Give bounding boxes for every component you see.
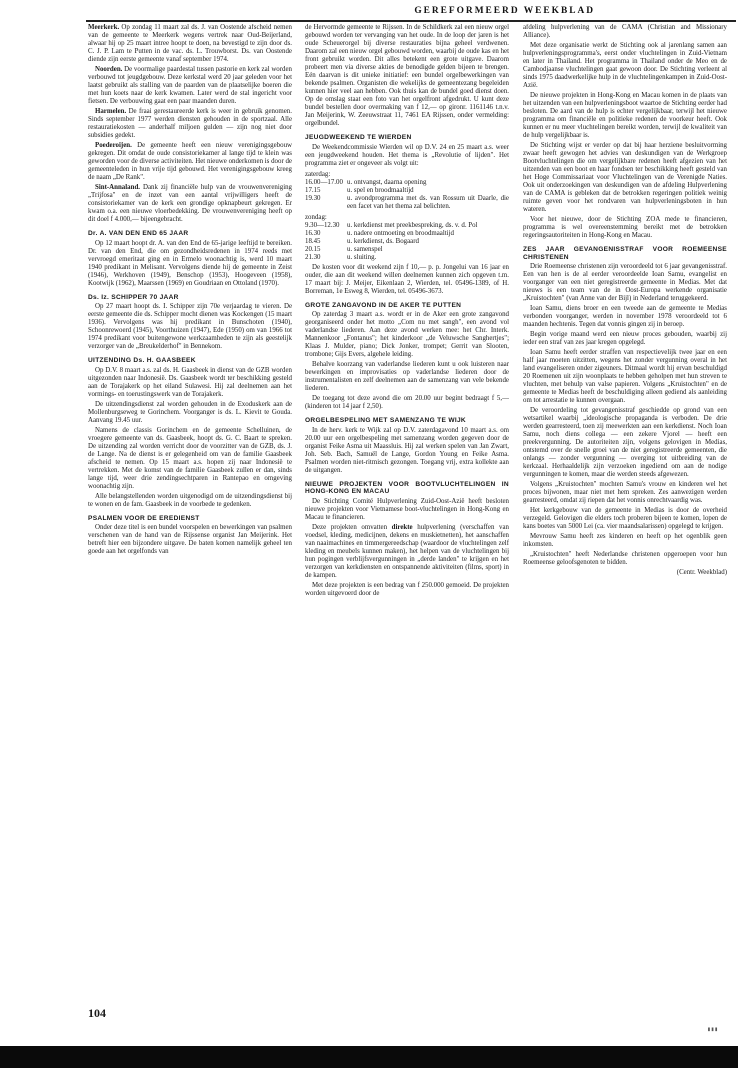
text-roemenie-5: De veroordeling tot gevangenisstraf geschiedde op grond van een wetsartikel waarbij „ideologische propaganda is verboden. De drie werden gearresteerd, toen zij meewerkten aan een kerkdienst. Noch Ioan Samu, noch diens collega — een zekere Vjorel — heeft een preekvergunning. De autoriteiten zijn, volgens gelovigen in Medias, ontstemd over de snelle groei van de niet geregistreerde gemeenten, die onlangs — zonder vergunning — overging tot uitbreiding van de kerkzaal. Herhaaldelijk zijn verzoeken ingediend om aan de nodige vergunningen te komen, maar die werden steeds afgewezen. [523,407,727,479]
item-meerkerk [88,24,292,64]
program-schedule [305,171,509,262]
lead-meerkerk: Meerkerk. [88,24,120,31]
heading-jeugdweekend: JEUGDWEEKEND TE WIERDEN [305,134,412,141]
heading-zangavond: GROTE ZANGAVOND IN DE AKER TE PUTTEN [305,301,462,309]
text-roemenie-4: Ioan Samu heeft eerder straffen van respectievelijk twee jaar en een half jaar moeten uitzitten, wegens het zonder vergunning overal in het land evangeliseren onder zigeuners. Ditmaal wordt hij ervan beschuldigd 20 Roemenen uit zijn woonplaats te hebben geholpen met hun streven te vluchten, met behulp van valse papieren. Volgens „Kruistochten" en de gemeente te Medias heeft de beschuldiging alleen gediend als aanleiding om tot arrestatie te kunnen overgaan. [523,349,727,405]
column-3 [523,24,727,1002]
program-time: 9.30—12.30 [305,221,340,229]
program-time: 18.45 [305,237,321,245]
item-harmelen [88,108,292,140]
masthead: GEREFORMEERD WEEKBLAD [414,6,595,16]
text-sint-annaland: Dank zij financiële hulp van de vrouwenvereniging „Trijfosa" en de inzet van een aantal vrijwilligers heeft de consistoriekamer van de kerk een grondige opknapbeurt gekregen. Er kwam o.a. een nieuwe vloerbedekking. De vrouwenvereniging heeft op dit doel f 4.000,— bijeengebracht. [88,184,292,223]
lead-noorden: Noorden. [95,66,123,73]
program-desc: u. sluiting. [347,253,377,261]
scan-border [0,1046,738,1068]
text-roemenie-2: Ioan Samu, diens broer en een tweede aan de gemeente te Medias verbonden voorganger, werden in november 1978 veroordeeld tot 6 maanden hechtenis. Tegen dat vonnis gingen zij in beroep. [523,305,727,329]
text-meerkerk: Op zondag 11 maart zal ds. J. van Oostende afscheid nemen van de gemeente te Meerkerk wegens vertrek naar Oud-Beijerland, alwaar hij op 25 maart intree hoopt te doen, na bevestigd te zijn door ds. C. J. P. Lam te Putten in de vac. ds. L. Trouwborst. Ds. van Oostende diende zijn eerste gemeente vanaf september 1974. [88,24,292,63]
program-desc: u. samenspel [347,245,383,253]
text-projekten-1: De Stichting Comité Hulpverlening Zuid-Oost-Azië heeft besloten nieuwe projekten voor Vietnamese boot-vluchtelingen in Hong-Kong en Macau te financieren. [305,497,509,521]
text-gaasbeek-1: Op D.V. 8 maart a.s. zal ds. H. Gaasbeek in dienst van de GZB worden uitgezonden naar Indonesië. Ds. Gaasbeek wordt ter beschikking gesteld aan de Torajakerk op het eiland Sulawesi. Hij zal deelnemen aan het vormings- en toerustingswerk van de Torajakerk. [88,366,292,398]
text-projekten-2 [305,524,509,580]
text-projekten-3: Met deze projekten is een bedrag van f 250.000 gemoeid. De projekten worden uitgevoerd door de [305,581,509,597]
column-1 [88,24,292,1002]
program-time: 17.15 [305,186,321,194]
text-projekten-2a: Deze projekten omvatten [312,523,392,531]
program-desc: u. kerkdienst met preekbespreking, ds. v. d. Pol [347,221,478,229]
program-time: 16.00—17.00 [305,178,343,186]
text-projekten-cont: afdeling hulpverlening van de CAMA (Christian and Missionary Alliance). [523,24,727,39]
item-poederoijen [88,142,292,182]
text-jeugdweekend-2: De kosten voor dit weekend zijn f 10,— p. p. Jongelui van 16 jaar en ouder, die aan dit weekend willen deelnemen kunnen zich opgeven t.m. 17 maart bij: J. Meijer, Eikenlaan 2, Wierden, tel. 05496-1389, of H. Borreman, 1e Esweg 8, Wierden, tel. 05496-3673. [305,263,509,295]
text-roemenie-1: Drie Roemeense christenen zijn veroordeeld tot 6 jaar gevangenisstraf. Een van hen is de al eerder veroordeelde Ioan Samu, evangelist en voorganger van een niet geregistreerde gemeente in Medias. Met dat nieuws is een team van de in Oost-Europa werkende organisatie „Kruistochten" (van Anne van der Bijl) in Nederland teruggekeerd. [523,263,727,303]
article-columns [88,24,728,1002]
text-zangavond-1: Op zaterdag 3 maart a.s. wordt er in de Aker een grote zangavond georganiseerd onder het motto „Com nu met sangh", een avond vol vaderlandse liederen. Aan deze avond werken mee: het Chr. Interk. Mannenkoor „Fontanus"; het kinderkoor „de Veluwsche Sanghertjes"; Klaas J. Mulder, piano; Dick Jonker, trompet; Gerrit van Slooten, trombone; Gijs Evers, algehele leiding. [305,311,509,359]
program-row [305,195,509,211]
column-2 [305,24,509,1002]
program-row [305,179,509,187]
program-desc: u. avondprogramma met ds. van Rossum uit Daarle, die een facet van het thema zal belichten. [347,194,509,210]
text-noorden: De voormalige paardestal tussen pastorie en kerk zal worden verbouwd tot jeugdgebouw. Deze kerkstal werd 20 jaar geleden voor het laatst gebruikt als stalling van de paarden van de plaatselijke boeren die met hun koets naar de kerk kwamen. Later werd de stal ingericht voor fietsen. De verbouwing gaat een paar maanden duren. [88,66,292,105]
text-gaasbeek-3: Namens de classis Gorinchem en de gemeente Schelluinen, de vroegere gemeente van ds. Gaasbeek, hoopt ds. G. C. Baart te spreken. De uitzending zal worden verricht door de voorzitter van de GZB, ds. J. de Lange. Na de dienst is er gelegenheid om van de familie Gaasbeek afscheid te nemen. Op 15 maart a.s. hopen zij naar Indonesië te vertrekken. Met de komst van de familie Gaasbeek zullen er dan, sinds lange tijd, weer drie zendingsechtparen in Rantepao en omgeving woonachtig zijn. [88,426,292,490]
text-zangavond-2: Behalve koorzang van vaderlandse liederen kunt u ook luisteren naar bewerkingen en improvisaties op vaderlandse liederen door de instrumentalisten en zelf deelnemen aan de samenzang van vele bekende liederen. [305,361,509,393]
text-projekten-5: De nieuwe projekten in Hong-Kong en Macau komen in de plaats van het uitzenden van een hulpverleningsboot waartoe de Stichting eerder had besloten. De aard van de hulp is echter vergelijkbaar, terwijl het nieuwe programma om financiële en politieke redenen de voorkeur heeft. Ook kunnen er nu meer vluchtelingen bereikt worden, terwijl de kwaliteit van de hulp vergelijkbaar is. [523,92,727,139]
page-number: 104 [88,1006,106,1020]
program-row [305,254,509,262]
masthead-rule [86,20,736,22]
heading-roemenie: ZES JAAR GEVANGENISSTRAF VOOR ROEMEENSE CHRISTENEN [523,246,727,261]
text-roemenie-3: Begin vorige maand werd een nieuw proces gebouden, waarbij zij ieder een straf van zes jaar kregen opgelegd. [523,331,727,347]
text-projekten-7: Voor het nieuwe, door de Stichting ZOA mede te financieren, programma is wel overeenstemming bereikt met de betrokken regeringsautoriteiten in Hong-Kong en Macau. [523,216,727,239]
heading-psalmen: PSALMEN VOOR DE EREDIENST [88,514,200,522]
program-row [305,238,509,246]
program-time: 21.30 [305,253,321,261]
text-psalmen: Onder deze titel is een bundel voorspelen en bewerkingen van psalmen verschenen van de hand van de Rijssense organist Jan Meijerink. Het betreft hier een bijzondere uitgave. De baten komen namelijk geheel ten goede aan het orgelfonds van [88,524,292,556]
text-gaasbeek-2: De uitzendingsdienst zal worden gehouden in de Exoduskerk aan de Mollenburgseweg te Gorinchem. Voorganger is ds. L. Kievit te Gouda. Aanvang 19.45 uur. [88,400,292,424]
text-poederoijen: De gemeente heeft een nieuw verenigingsgebouw gekregen. Dit omdat de oude consistoriekamer al lange tijd te klein was geworden voor de diverse activiteiten. Het nieuwe onderkomen is door de gemeenteleden in hun vrije tijd gebouwd. Het verenigingsgebouw kreeg de naam „De Rank". [88,142,292,181]
source-signature: (Centr. Weekblad) [676,569,727,577]
text-projekten-4: Met deze organisatie werkt de Stichting ook al jarenlang samen aan hulpverleningsprogramma's, eerst onder vluchtelingen in Zuid-Vietnam en later in Thailand. Het programma in Thailand onder de Meo en de Cambodjaanse vluchtelingen gaat gewoon door. De Stichting verleent al sinds 1975 daadwerkelijke hulp in de vluchtelingenkampen in Zuid-Oost-Azië. [523,42,727,89]
text-roemenie-8: Mevrouw Samu heeft zes kinderen en heeft op het ogenblik geen inkomsten. [523,533,727,549]
program-row [305,246,509,254]
lead-poederoijen: Poederoijen. [95,142,132,149]
item-sint-annaland [88,184,292,224]
heading-projekten: NIEUWE PROJEKTEN VOOR BOOTVLUCHTELINGEN IN HONG-KONG EN MACAU [305,480,509,496]
text-roemenie-6: Volgens „Kruistochten" mochten Samu's vrouw en kinderen wel het proces bijwonen, maar niet met hem spreken. Zes aanwezigen werden gearresteerd, omdat zij riepen dat het vonnis onrechtvaardig was. [523,481,727,505]
program-desc: u. spel en broodmaaltijd [347,186,414,194]
lead-harmelen: Harmelen. [95,108,127,115]
program-desc: u. ontvangst, daarna opening [347,178,427,186]
lead-sint-annaland: Sint-Annaland. [95,184,141,191]
heading-gaasbeek: UITZENDING Ds. H. GAASBEEK [88,357,196,365]
heading-van-den-end: Dr. A. VAN DEN END 65 JAAR [88,230,189,237]
text-schipper: Op 27 maart hoopt ds. I. Schipper zijn 70e verjaardag te vieren. De eerste gemeente die ds. Schipper mocht dienen was Kockengen (15 maart 1936). Vervolgens was hij predikant in Bunschoten (1940), Schoonrewoerd (1945), Voorthuizen (1947), Ede (1950) om van 1966 tot 1974 predikant voor buitengewone werkzaamheden te zijn als geestelijk verzorger van de „Breukelderhof" in Bennekom. [88,303,292,351]
text-roemenie-7: Het kerkgebouw van de gemeente in Medias is door de overheid verzegeld. Gelovigen die elders toch proberen bijeen te komen, lopen de kans boetes van 5000 Lei (ca. vier maandsalarissen) opgelegd te krijgen. [523,507,727,531]
text-projekten-2b: hulpverlening (verschaffen van voedsel, kleding, medicijnen, dekens en muskietnetten), het aanschaffen van naaimachines en timmergereedschap (waardoor de vluchtelingen zelf kleding en meubels kunnen maken), het helpen van de vluchtelingen bij hun pogingen verblijfsvergunningen in „derde landen" te krijgen en het verzorgen van kerkdiensten en ontspannende aktiviteiten (films, sport) in de kampen. [305,523,509,579]
scan-marks: ▮▮▮ [707,1026,718,1033]
text-van-den-end: Op 12 maart hoopt dr. A. van den End de 65-jarige leeftijd te bereiken. Dr. van den End, die om gezondheidsredenen in 1974 reeds met vervroegd emeritaat ging en in Ermelo woonachtig is, werd 10 maart 1940 predikant in Melisant. Vervolgens diende hij de gemeente in Zeist (1946), Werkhoven (1949), Benschop (1953), Hoogeveen (1958), Kootwijk (1962), Maarssen (1969) en Goudriaan en Ottoland (1970). [88,239,292,287]
text-projekten-2-bold: direkte [391,523,413,531]
text-harmelen: De fraai gerestaureerde kerk is weer in gebruik genomen. Sinds september 1977 werden diensten gehouden in de sportzaal. Alle restauratiekosten — anderhalf miljoen gulden — zijn nog niet door subsidies gedekt. [88,108,292,139]
program-desc: u. kerkdienst, ds. Bogaard [347,237,419,245]
text-psalmen-cont: de Hervormde gemeente te Rijssen. In de Schildkerk zal een nieuw orgel gebouwd worden ter vervanging van het oude. In de loop der jaren is het oude Scheuerorgel bij diverse restauraties bijna geheel verdwenen. Daarom zal een nieuw orgel gebouwd worden, waarbij de oude kas en het front gebruikt worden. Dit alles betekent een grote uitgave. Daarom probeert men via diverse akties de benodigde gelden bijeen te brengen. Eén daarvan is dit unieke initiatief: een bundel orgelbewerkingen van bekende psalmen. Organisten die wekelijks de gemeentezang begeleiden kunnen hier veel aan hebben. Ook thuis kan de bundel goed dienst doen. Op de omslag staat een foto van het orgelfront afgedrukt. U kunt deze bundel bestellen door overmaking van f 12,— op gironr. 1161146 t.n.v. Jan Meijerink, W. Zeeuwstraat 11, 7461 EA Rijssen, onder vermelding: orgelbundel. [305,24,509,127]
text-orgelbespeling: In de herv. kerk te Wijk zal op D.V. zaterdagavond 10 maart a.s. om 20.00 uur een orgelbespeling met samenzang worden gegeven door de organist Feike Asma uit Maassluis. Hij zal werken spelen van Jan Zwart, Joh. Seb. Bach, Samuël de Lange, Gordon Young en Feike Asma. Psalmen worden niet-ritmisch gezongen. Toegang vrij, extra kollekte aan de uitgangen. [305,426,509,474]
text-roemenie-9: „Kruistochten" heeft Nederlandse christenen opgeroepen voor hun Roemeense geloofsgenoten te bidden. [523,551,727,567]
text-zangavond-3: De toegang tot deze avond die om 20.00 uur begint bedraagt f 5,— (kinderen tot 14 jaar f 2,50). [305,395,509,411]
item-noorden [88,66,292,106]
program-row [305,230,509,238]
text-gaasbeek-4: Alle belangstellenden worden uitgenodigd om de uitzendingsdienst bij te wonen en de fam. Gaasbeek in de voorbede te gedenken. [88,492,292,508]
program-saturday-label: zaterdag: [305,170,331,178]
program-time: 20.15 [305,245,321,253]
program-sunday-label: zondag: [305,213,327,221]
program-time: 19.30 [305,194,321,202]
program-desc: u. nadere ontmoeting en broodmaaltijd [347,229,454,237]
heading-schipper: Ds. Iz. SCHIPPER 70 JAAR [88,293,179,301]
program-row [305,187,509,195]
text-jeugdweekend-1: De Weekendcommissie Wierden wil op D.V. 24 en 25 maart a.s. weer een jeugdweekend houden. Het thema is „Revolutie of lijden". Het programma ziet er ongeveer als volgt uit: [305,143,509,167]
program-time: 16.30 [305,229,321,237]
text-projekten-6: De Stichting wijst er verder op dat bij haar herziene besluitvorming zwaar heeft gewogen het advies van deskundigen van de Werkgroep Bootvluchtelingen die om vergelijkbare redenen heeft afgezien van het uitzenden van een boot en haar fondsen ter beschikking heeft gesteld van het Hoge Commissariaat voor Vluchtelingen van de Verenigde Naties. Ook uit onderzoekingen van deskundigen van de afdeling Hulpverlening van de CAMA is gebleken dat de betrokken regeringen politiek weinig ruimte geven voor het rondvaren van hulpverleningsboten in hun wateren. [523,142,727,213]
heading-orgelbespeling: ORGELBESPELING MET SAMENZANG TE WIJK [305,417,466,425]
program-row [305,222,509,230]
